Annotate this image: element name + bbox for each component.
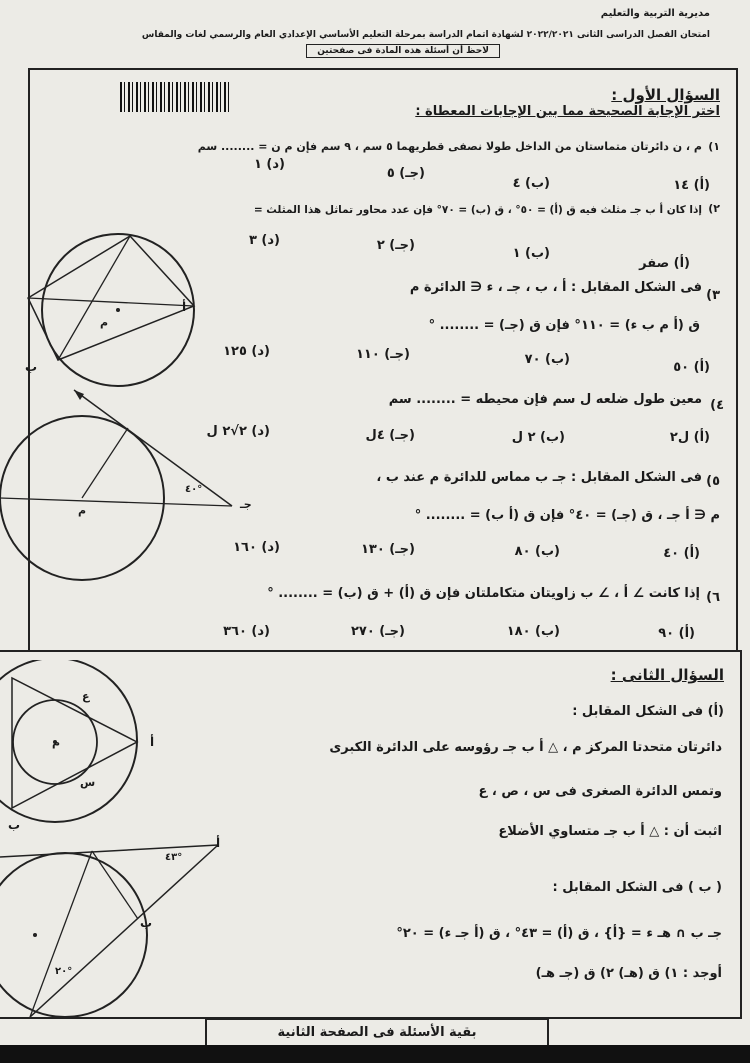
fig5-label-c: جـ (240, 498, 252, 511)
q1-item3-opt-d: (د) ١٢٥ (223, 344, 270, 359)
fig2a-label-c: ع (82, 690, 90, 703)
q1-item3-text2: ق (أ م ب ء) = ١١٠° فإن ق (جـ) = ........ ° (428, 318, 700, 333)
q1-item2-opt-d: (د) ٣ (248, 233, 280, 248)
q1-item1-text: م ، ن دائرتان متماستان من الداخل طولا نصفى قطريهما ٥ سم ، ٩ سم فإن م ن = ........ سم (197, 140, 702, 153)
figure-item5 (0, 388, 240, 588)
fig2b-angle2: ٢٠° (55, 966, 73, 977)
figure-q2a (0, 660, 175, 825)
q1-item1-num: ١) (708, 140, 720, 153)
barcode (120, 82, 230, 112)
footer-note: بقية الأسئلة فى الصفحة الثانية (205, 1018, 549, 1048)
fig5-angle: ٤٠° (185, 484, 203, 495)
q1-item5-text2: م ∈ أ جـ ، ق (جـ) = ٤٠° فإن ق (أ ب) = ........ ° (414, 508, 720, 523)
q1-item4-opt-b: (ب) ٢ ل (511, 430, 565, 445)
fig3-label-m: م (100, 316, 109, 329)
q1-item1-opt-c: (جـ) ٥ (386, 166, 425, 181)
q1-item2-num: ٢) (708, 202, 720, 215)
q1-item5-opt-c: (جـ) ١٣٠ (360, 542, 415, 557)
q1-item4-num: ٤) (710, 398, 724, 413)
q1-item2-opt-b: (ب) ١ (512, 246, 550, 261)
q1-instruction: اختر الإجابة الصحيحة مما بين الإجابات المعطاة : (415, 104, 720, 119)
q2b-line2: أوجد : ١) ق (هـ) ٢) ق (جـ هـ) (535, 966, 722, 981)
q1-item4-opt-d: (د) ٢√٢ ل (206, 424, 270, 439)
bottom-bar (0, 1045, 750, 1063)
q1-item1-opt-d: (د) ١ (253, 157, 285, 172)
q2b-line1: جـ ب ∩ هـ ء = {أ} ، ق (أ) = ٤٣° ، ق (أ جـ ء) = ٢٠° (396, 926, 722, 941)
q1-item6-opt-b: (ب) ١٨٠ (506, 624, 560, 639)
figure-item3 (18, 228, 198, 393)
fig3-label-a: أ (182, 300, 187, 314)
q2a-label: (أ) فى الشكل المقابل : (572, 704, 724, 719)
q1-item1-opt-b: (ب) ٤ (512, 176, 550, 191)
q1-item1-opt-a: (أ) ١٤ (673, 178, 710, 193)
q1-title: السؤال الأول : (611, 86, 720, 104)
fig2a-label-a: أ (150, 735, 155, 749)
q1-item4-opt-c: (جـ) ٤ل (365, 428, 415, 443)
header-line2: امتحان الفصل الدراسى الثانى ٢٠٢٢/٢٠٢١ لشهادة اتمام الدراسة بمرحلة التعليم الأساسي الإعدادي العام والرسمي لغات والمقاس (141, 30, 710, 40)
q2a-line3: اثبت أن : △ أ ب جـ متساوي الأضلاع (498, 824, 722, 839)
q1-item6-num: ٦) (706, 590, 720, 605)
q2a-line2: وتمس الدائرة الصغرى فى س ، ص ، ع (478, 784, 722, 799)
q2b-label: ( ب ) فى الشكل المقابل : (552, 880, 722, 895)
q1-item6-opt-c: (جـ) ٢٧٠ (350, 624, 405, 639)
q1-item6-opt-a: (أ) ٩٠ (658, 626, 695, 641)
q1-item3-opt-b: (ب) ٧٠ (524, 352, 570, 367)
q1-item2-opt-c: (جـ) ٢ (376, 238, 415, 253)
q1-item2-opt-a: (أ) صفر (639, 256, 690, 271)
q1-item5-opt-d: (د) ١٦٠ (233, 540, 280, 555)
fig2b-angle1: ٤٣° (165, 852, 183, 863)
q1-item6-text: إذا كانت ∠ أ ، ∠ ب زاويتان متكاملتان فإن ق (أ) + ق (ب) = ........ ° (267, 586, 700, 601)
q1-item2-text: إذا كان أ ب جـ مثلث فيه ق (أ) = ٥٠° ، ق (ب) = ٧٠° فإن عدد محاور تماثل هذا المثلث = (253, 204, 702, 216)
fig5-label-m: م (78, 504, 87, 517)
q2a-line1: دائرتان متحدتا المركز م ، △ أ ب جـ رؤوسه على الدائرة الكبرى (329, 740, 722, 755)
fig3-label-b: ب (25, 360, 38, 374)
header-note: لاحظ أن أسئلة هذه المادة فى صفحتين (306, 44, 500, 58)
q1-item5-opt-b: (ب) ٨٠ (514, 544, 560, 559)
header-line1: مديرية التربية والتعليم (600, 8, 710, 19)
q1-item4-text: معين طول ضلعه ل سم فإن محيطه = ........ سم (388, 392, 702, 407)
fig2b-label-a: أ (216, 836, 221, 850)
fig2a-label-s: س (80, 776, 96, 789)
q2-title: السؤال الثانى : (610, 666, 724, 684)
q1-item6-opt-d: (د) ٣٦٠ (223, 624, 270, 639)
q1-item5-num: ٥) (706, 474, 720, 489)
q1-item3-text: فى الشكل المقابل : أ ، ب ، جـ ، ء ∈ الدائرة م (409, 280, 702, 295)
q1-item3-opt-a: (أ) ٥٠ (673, 360, 710, 375)
q1-item5-opt-a: (أ) ٤٠ (663, 546, 700, 561)
q1-item5-text: فى الشكل المقابل : جـ ب مماس للدائرة م عند ب ، (376, 470, 702, 485)
fig2a-label-m: م (52, 736, 61, 749)
fig2b-label-b: ب (140, 916, 153, 930)
q1-item3-num: ٣) (706, 288, 720, 303)
q1-item4-opt-a: (أ) ل٢ (669, 430, 710, 445)
fig2a-label-b: ب (8, 818, 21, 832)
figure-q2b (0, 835, 225, 1025)
q1-item3-opt-c: (جـ) ١١٠ (355, 347, 410, 362)
